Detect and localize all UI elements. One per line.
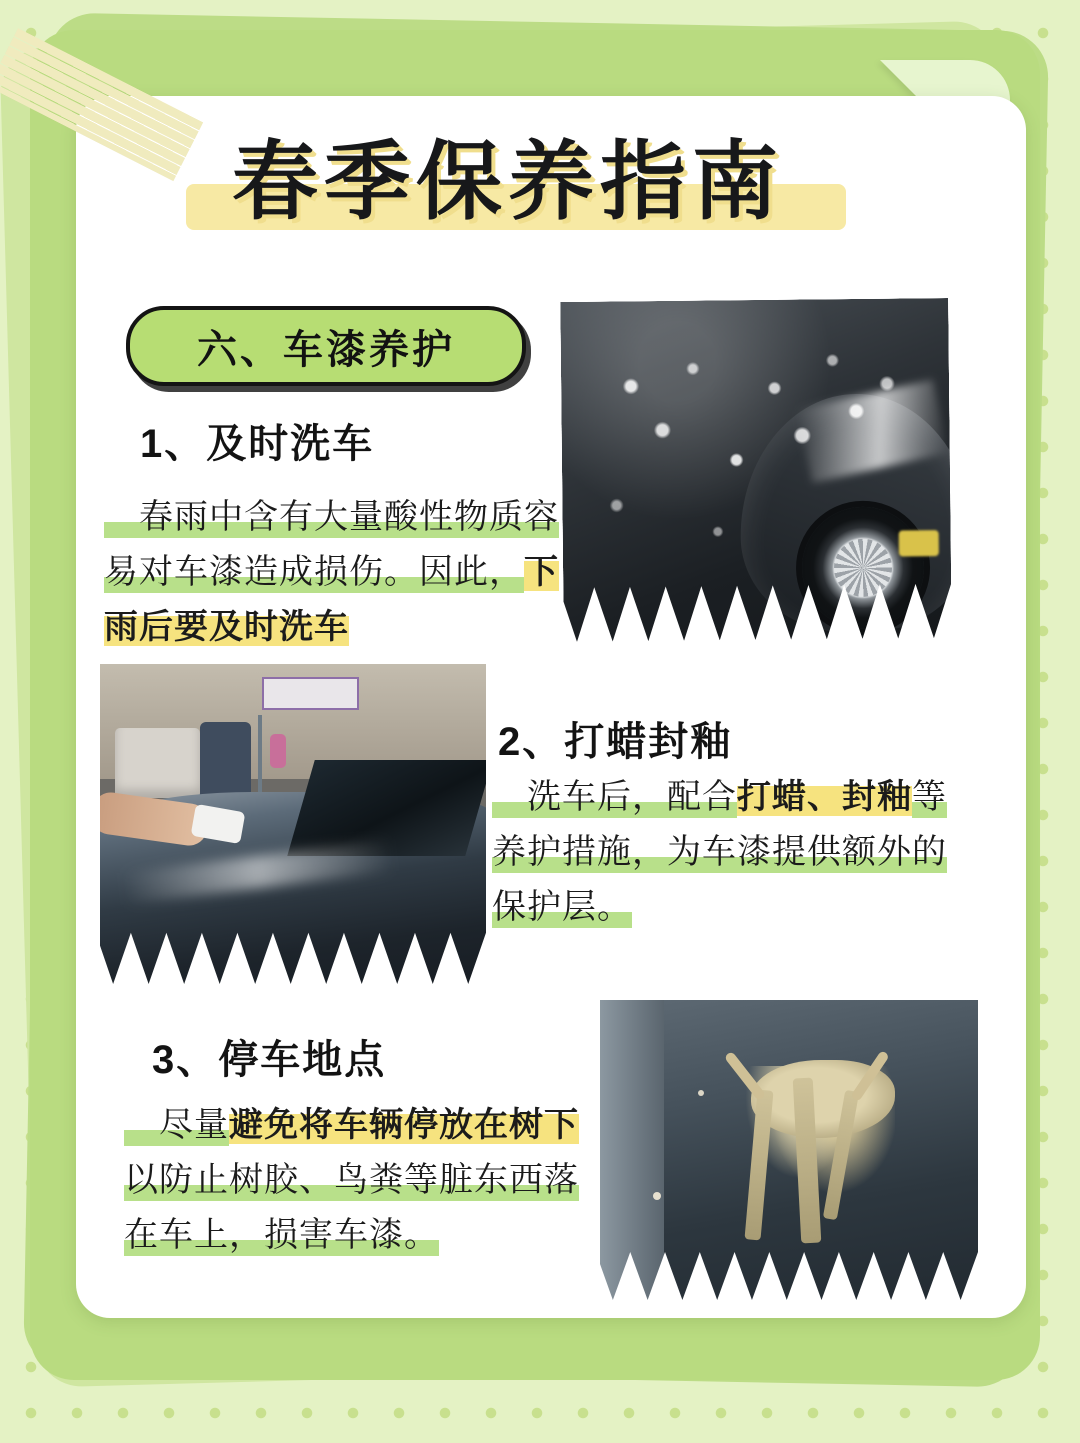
item-1-paragraph [104, 490, 566, 655]
photo-dust-speck-1 [653, 1192, 661, 1200]
photo-bucket [115, 728, 200, 798]
photo-hose [258, 715, 262, 792]
item-3-text-a: 尽量 [124, 1106, 229, 1144]
item-2-text-c: 等养护措施，为车漆提供额外的保护层。 [492, 778, 947, 926]
section-badge [126, 306, 526, 386]
item-3-text-b: 避免将车辆停放在树下 [229, 1106, 579, 1144]
item-3-paragraph [124, 1098, 584, 1263]
photo-body-edge [600, 1000, 664, 1300]
photo-yellow-marker [899, 530, 939, 556]
item-3-text-c: 以防止树胶、鸟粪等脏东西落在车上，损害车漆。 [124, 1161, 579, 1254]
item-1-heading: 1、及时洗车 [140, 422, 375, 466]
photo-foam-bubbles [560, 298, 952, 642]
item-2-text-a: 洗车后，配合 [492, 778, 737, 816]
page-title [128, 122, 888, 252]
section-badge-label: 六、车漆养护 [197, 327, 455, 372]
item-2-paragraph [492, 770, 970, 935]
item-1-text-b: 下雨后要及时洗车 [104, 553, 559, 646]
page-title-text: 春季保养指南 [232, 134, 784, 230]
photo-spray-nozzle [270, 734, 286, 768]
item-2-text-b: 打蜡、封釉 [737, 778, 912, 816]
photo-wall-sign [262, 677, 359, 710]
item-2-heading: 2、打蜡封釉 [498, 720, 733, 764]
item-1-photo [560, 298, 952, 642]
item-2-photo [100, 664, 486, 984]
item-3-photo [600, 1000, 978, 1300]
item-3-heading: 3、停车地点 [152, 1038, 387, 1082]
item-1-text-a: 春雨中含有大量酸性物质容易对车漆造成损伤。因此， [104, 498, 559, 591]
